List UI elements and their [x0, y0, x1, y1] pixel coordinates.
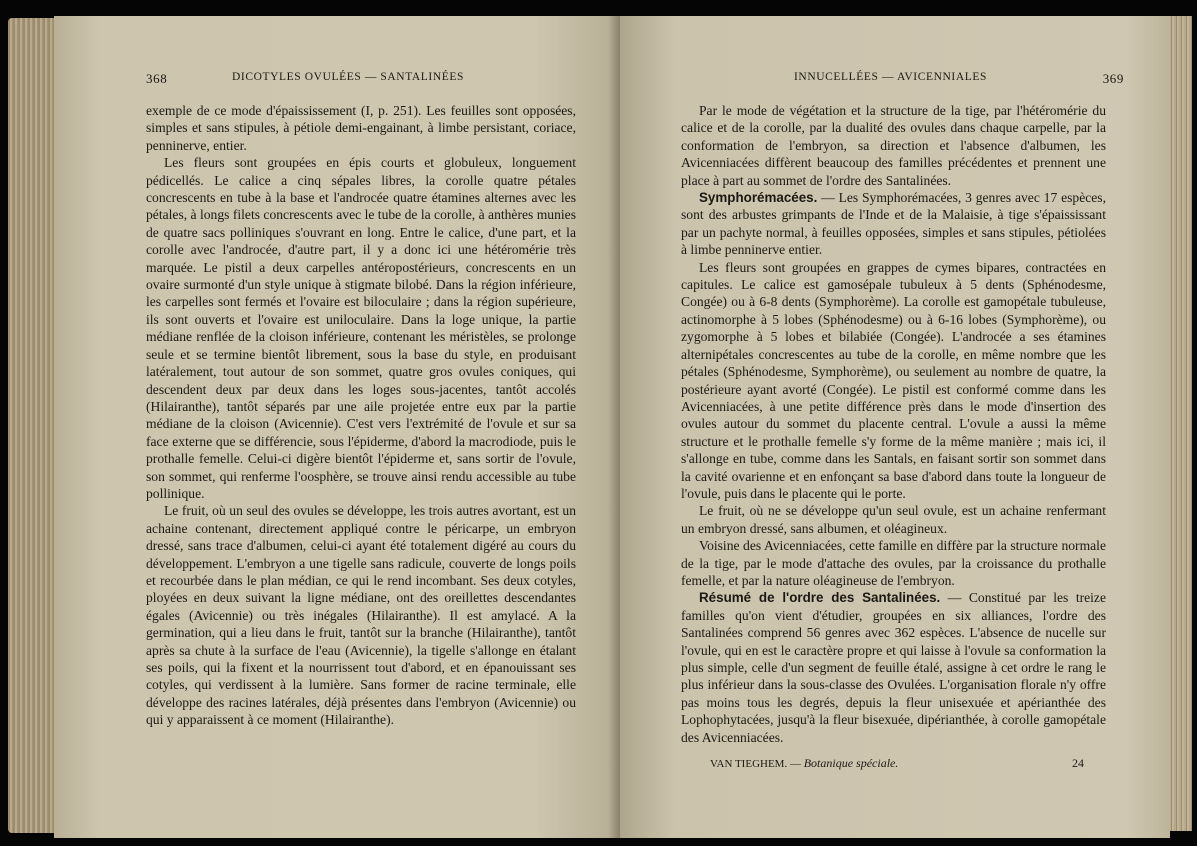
- paragraph-text: — Les Symphorémacées, 3 genres avec 17 espèces, sont des arbustes grimpants de l'Inde et de la Malaisie, à tige s'épaississant par un pachyte normal, à feuilles opposées, simples et sans stipules, pétiolées à limbe penninerve entier.: [681, 190, 1106, 258]
- paragraph: Les fleurs sont groupées en grappes de cymes bipares, contractées en capitules. Le calice est gamosépale tubuleux à 5 dents (Sphénodesme, Congée) ou à 6-8 dents (Symphorème). La corolle est gamopétale tubuleuse, actinomorphe à 5 lobes (Sphénodesme) ou à 6-16 lobes (Symphorème), ou zygomorphe à 5 lobes et bilabiée (Congée). L'androcée a ses étamines alternipétales concrescentes au tube de la corolle, en même nombre que les pétales (Sphénodesme, Symphorème), ou seulement au nombre de quatre, la postérieure ayant avorté (Congée). Le pistil est conformé comme dans les Avicenniacées, à une petite différence près dans le mode d'insertion des ovules autour du sommet du placente central. L'ovule a aussi la même structure et le prothalle femelle s'y forme de la même manière ; mais ici, il s'allonge en tube, comme dans les Santals, en faisant sortir son sommet dans la cavité ovarienne et en enfonçant sa base d'abord dans toute la longueur de l'ovule, puis dans le placente qui le porte.: [681, 259, 1106, 501]
- left-running-head: DICOTYLES OVULÉES — SANTALINÉES: [232, 71, 465, 83]
- paragraph: [681, 189, 1106, 259]
- signature-mark: 24: [1072, 756, 1084, 770]
- right-running-head: INNUCELLÉES — AVICENNIALES: [794, 71, 987, 83]
- right-page-number: 369: [1102, 71, 1124, 86]
- paragraph: Par le mode de végétation et la structure de la tige, par l'hétéromérie du calice et de la corolle, par la dualité des ovules dans chaque carpelle, par la conformation de l'embryon, sa direction et l'absence d'albumen, les Avicenniacées diffèrent beaucoup des familles précédentes et prennent une place à part au sommet de l'ordre des Santalinées.: [681, 103, 1106, 188]
- paragraph: Le fruit, où ne se développe qu'un seul ovule, est un achaine renfermant un embryon dressé, sans albumen, et oléagineux.: [681, 503, 1106, 536]
- paragraph-text: — Constitué par les treize familles qu'on vient d'étudier, groupées en six alliances, l'ordre des Santalinées comprend 56 genres avec 362 espèces. L'absence de nucelle sur l'ovule, qui en est le caractère propre et qui laisse à l'ovule sa conformation la plus simple, celle d'un segment de feuille étalé, assigne à cet ordre le rang le plus inférieur dans la sous-classe des Ovulées. L'organisation florale n'y offre pas moins tous les degrés, depuis la fleur unisexuée et apérianthée des Lophophytacées, jusqu'à la fleur bisexuée, dipérianthée, à corolle gamopétale des Avicenniacées.: [681, 590, 1106, 745]
- paragraph: Le fruit, où un seul des ovules se développe, les trois autres avortant, est un achaine contenant, directement appliqué contre le péricarpe, un embryon dressé, sans trace d'albumen, celui-ci ayant été totalement digéré au cours du développement. L'embryon a une tigelle sans radicule, couverte de longs poils et recourbée dans le plan médian, ce qui le rend incombant. Ses deux cotyles, ployées en deux suivant la ligne médiane, ont des oreillettes descendantes égales (Avicennie) ou très inégales (Hilairanthe). Il est amylacé. A la germination, qui a lieu dans le fruit, tantôt sur la branche (Hilairanthe), tantôt après sa chute à la surface de l'eau (Avicennie), la tigelle s'allonge en étalant ses poils, qui la fixent et la nourrissent tout d'abord, et en épanouissant ses cotyles, qui verdissent à la lumière. Sans former de racine terminale, elle développe des racines latérales, déjà présentes dans l'embryon (Avicennie) ou qui y apparaissent à ce moment (Hilairanthe).: [146, 503, 576, 728]
- left-body: [146, 102, 576, 729]
- right-body: [681, 102, 1106, 746]
- footer-credit: [710, 756, 898, 771]
- left-header: [146, 71, 606, 87]
- left-page: [54, 16, 620, 838]
- open-book: [8, 8, 1192, 840]
- footer-author: VAN TIEGHEM. —: [710, 758, 801, 770]
- footer-title: Botanique spéciale.: [803, 756, 899, 770]
- paragraph: [681, 589, 1106, 746]
- right-page: [620, 16, 1170, 838]
- section-heading: Symphorémacées.: [699, 190, 818, 206]
- paragraph: exemple de ce mode d'épaississement (I, p. 251). Les feuilles sont opposées, simples et sans stipules, à pétiole demi-engainant, à limbe persistant, coriace, penninerve, entier.: [146, 103, 576, 153]
- paragraph: Voisine des Avicenniacées, cette famille en diffère par la structure normale de la tige, par le mode d'attache des ovules, par la croissance du prothalle femelle, et par la nature oléagineuse de l'embryon.: [681, 538, 1106, 588]
- left-page-number: 368: [146, 71, 168, 86]
- right-header: [794, 71, 1134, 86]
- section-heading: Résumé de l'ordre des Santalinées.: [699, 590, 941, 606]
- paragraph: Les fleurs sont groupées en épis courts et globuleux, longuement pédicellés. Le calice a cinq sépales libres, la corolle quatre pétales concrescents en tube à la base et l'androcée quatre étamines alternes avec les pétales, à longs filets concrescents avec le tube de la corolle, à anthères munies de quatre sacs polliniques s'ouvrant en long. Entre le calice, d'une part, et la corolle avec l'androcée, d'autre part, il y a donc ici une hétéromérie très marquée. Le pistil a deux carpelles antéropostérieurs, concrescents en un ovaire surmonté d'un style unique à stigmate bilobé. Dans la région inférieure, les carpelles sont fermés et l'ovaire est biloculaire ; dans la région supérieure, ils sont ouverts et l'ovaire est uniloculaire. Dans la loge unique, la partie médiane renflée de la cloison inférieure, contenant les méristèles, se prolonge seule et se termine bientôt librement, sous la base du style, en produisant latéralement, tout autour de son sommet, quatre gros ovules coniques, qui descendent deux par deux dans les loges sous-jacentes, tantôt accolés (Hilairanthe), tantôt séparés par une aile projetée entre eux par la partie médiane de la cloison (Avicennie). C'est vers l'extrémité de l'ovule et sur sa face externe que se différencie, sous l'épiderme, d'abord la macrodiode, puis le prothalle femelle. Celui-ci digère bientôt l'épiderme et, sans sortir de l'ovule, son sommet, qui renferme l'oosphère, se trouve ainsi rendu accessible au tube pollinique.: [146, 155, 576, 501]
